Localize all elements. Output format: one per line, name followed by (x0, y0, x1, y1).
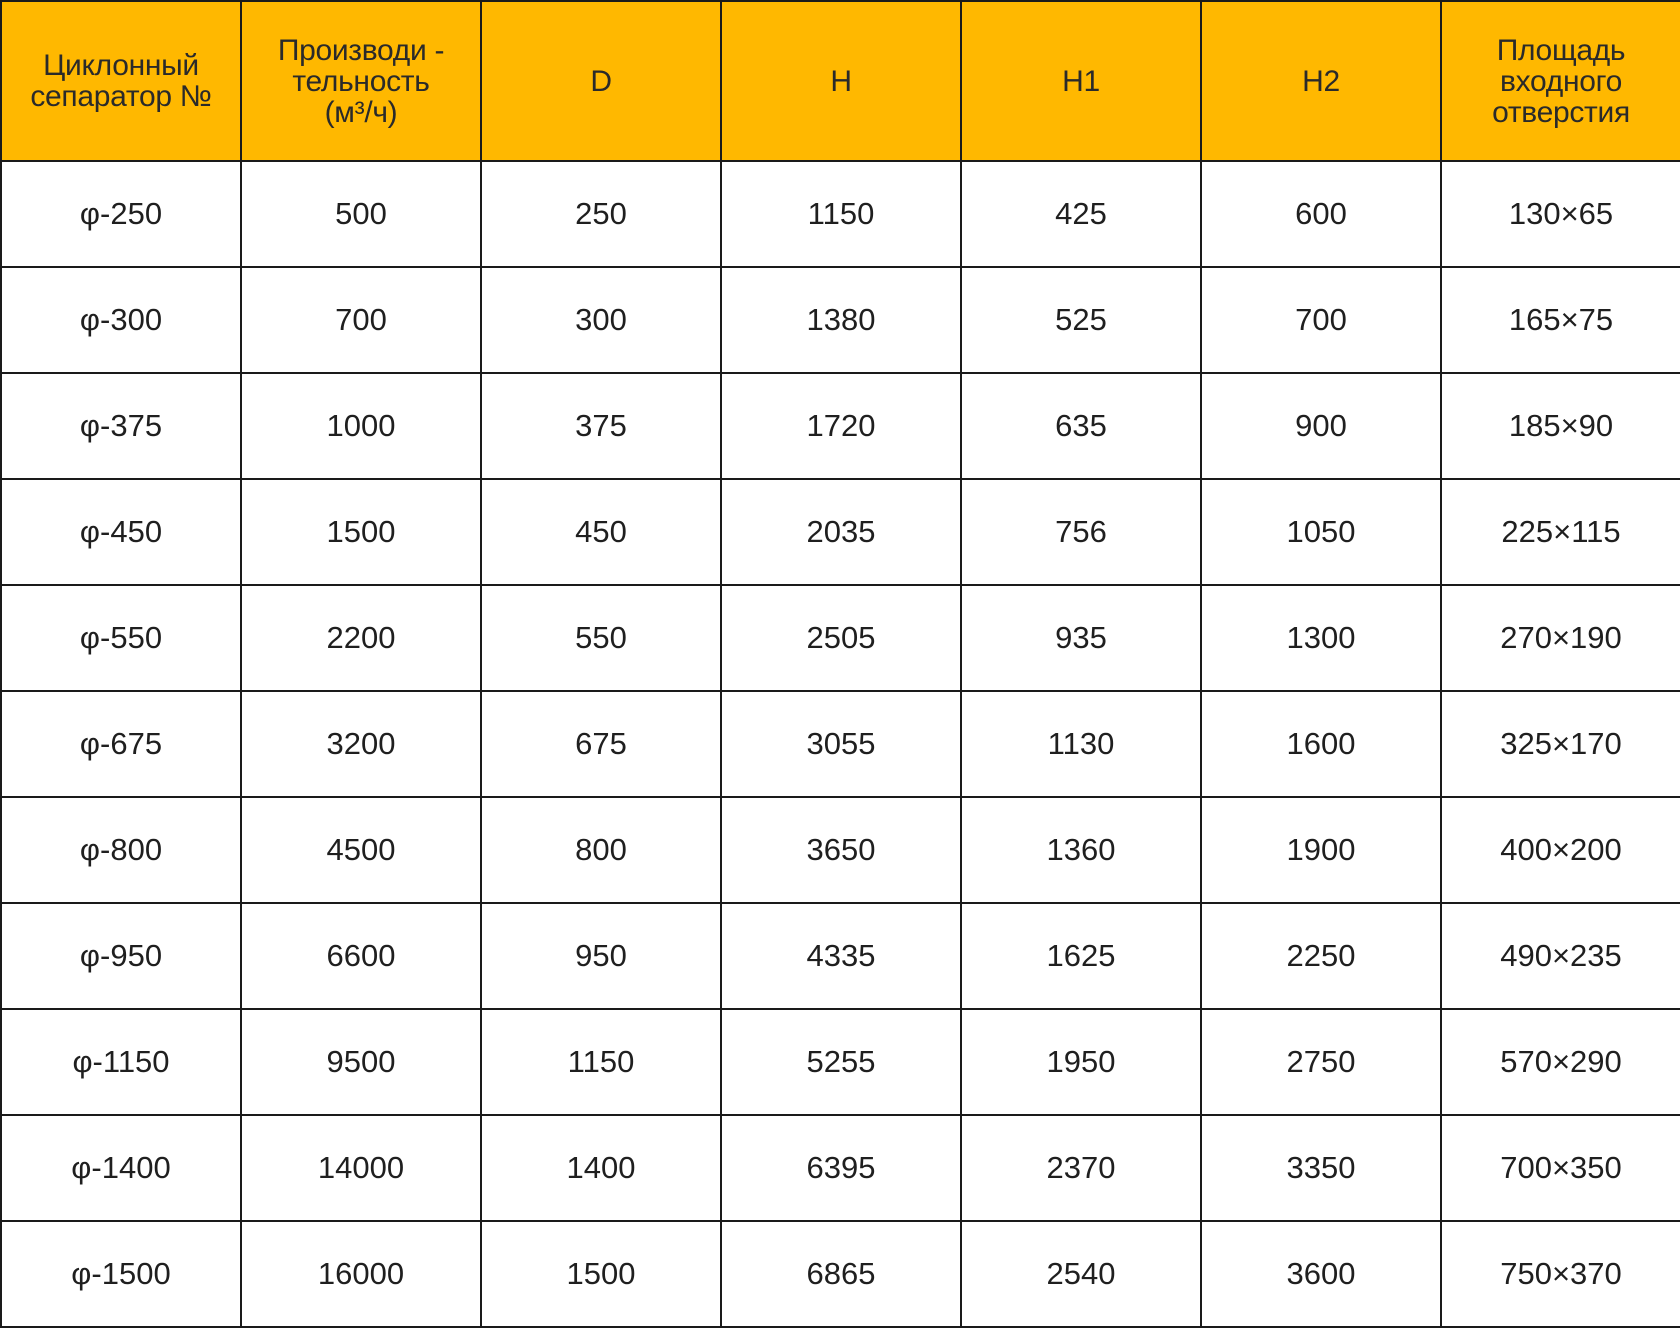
table-cell: 300 (481, 267, 721, 373)
table-cell: 3650 (721, 797, 961, 903)
table-cell: 1300 (1201, 585, 1441, 691)
table-cell: 1360 (961, 797, 1201, 903)
table-cell: 3055 (721, 691, 961, 797)
table-row (1, 1221, 1680, 1327)
table-cell: φ-250 (1, 161, 241, 267)
table-cell: 935 (961, 585, 1201, 691)
table-cell: 325×170 (1441, 691, 1680, 797)
table-cell: 5255 (721, 1009, 961, 1115)
table-cell: 2200 (241, 585, 481, 691)
table-cell: 16000 (241, 1221, 481, 1327)
table-cell: φ-450 (1, 479, 241, 585)
table-cell: 1150 (481, 1009, 721, 1115)
header-cell-separator-number: Циклонный сепаратор № (1, 1, 241, 161)
table-cell: 675 (481, 691, 721, 797)
table-cell: φ-1150 (1, 1009, 241, 1115)
table-cell: 570×290 (1441, 1009, 1680, 1115)
header-row (1, 1, 1680, 161)
table-cell: 756 (961, 479, 1201, 585)
table-cell: 490×235 (1441, 903, 1680, 1009)
table-cell: 635 (961, 373, 1201, 479)
table-cell: 1625 (961, 903, 1201, 1009)
table-cell: 425 (961, 161, 1201, 267)
table-cell: φ-800 (1, 797, 241, 903)
table-row (1, 1115, 1680, 1221)
table-cell: 700×350 (1441, 1115, 1680, 1221)
table-cell: 500 (241, 161, 481, 267)
header-cell-h: H (721, 1, 961, 161)
table-cell: 900 (1201, 373, 1441, 479)
table-row (1, 161, 1680, 267)
table-cell: φ-300 (1, 267, 241, 373)
table-cell: 450 (481, 479, 721, 585)
table-row (1, 1009, 1680, 1115)
header-cell-d: D (481, 1, 721, 161)
table-cell: φ-550 (1, 585, 241, 691)
table-row (1, 797, 1680, 903)
table-cell: 1600 (1201, 691, 1441, 797)
table-cell: φ-1500 (1, 1221, 241, 1327)
table-row (1, 479, 1680, 585)
table-cell: 3350 (1201, 1115, 1441, 1221)
table-cell: 1150 (721, 161, 961, 267)
table-cell: 14000 (241, 1115, 481, 1221)
table-header (1, 1, 1680, 161)
table-cell: 270×190 (1441, 585, 1680, 691)
table-cell: 2035 (721, 479, 961, 585)
table-cell: 185×90 (1441, 373, 1680, 479)
table-cell: 1720 (721, 373, 961, 479)
table-cell: φ-375 (1, 373, 241, 479)
table-cell: 2540 (961, 1221, 1201, 1327)
table-cell: 525 (961, 267, 1201, 373)
table-cell: 1380 (721, 267, 961, 373)
table-row (1, 903, 1680, 1009)
table-cell: 400×200 (1441, 797, 1680, 903)
header-cell-h2: H2 (1201, 1, 1441, 161)
table-cell: 130×65 (1441, 161, 1680, 267)
table-cell: 6600 (241, 903, 481, 1009)
table-cell: 6865 (721, 1221, 961, 1327)
header-cell-inlet-area: Площадь входного отверстия (1441, 1, 1680, 161)
table-cell: 1500 (241, 479, 481, 585)
table-cell: 950 (481, 903, 721, 1009)
table-cell: 2505 (721, 585, 961, 691)
table-cell: 1000 (241, 373, 481, 479)
table-cell: 600 (1201, 161, 1441, 267)
table-cell: φ-950 (1, 903, 241, 1009)
table-cell: 1500 (481, 1221, 721, 1327)
table-cell: 3600 (1201, 1221, 1441, 1327)
table-row (1, 585, 1680, 691)
table-cell: 1950 (961, 1009, 1201, 1115)
table-cell: 1130 (961, 691, 1201, 797)
table-cell: 800 (481, 797, 721, 903)
table-cell: 225×115 (1441, 479, 1680, 585)
table-cell: 1050 (1201, 479, 1441, 585)
table-cell: 700 (241, 267, 481, 373)
table-cell: 375 (481, 373, 721, 479)
table-cell: 250 (481, 161, 721, 267)
table-body (1, 161, 1680, 1327)
table-cell: 1400 (481, 1115, 721, 1221)
table-cell: 2750 (1201, 1009, 1441, 1115)
table-row (1, 373, 1680, 479)
table-cell: 4500 (241, 797, 481, 903)
table-cell: 750×370 (1441, 1221, 1680, 1327)
table-cell: 3200 (241, 691, 481, 797)
table-cell: 6395 (721, 1115, 961, 1221)
table-cell: 2370 (961, 1115, 1201, 1221)
table-row (1, 691, 1680, 797)
table-row (1, 267, 1680, 373)
table-cell: φ-675 (1, 691, 241, 797)
header-cell-h1: H1 (961, 1, 1201, 161)
header-cell-capacity: Производи - тельность (м³/ч) (241, 1, 481, 161)
table-cell: 550 (481, 585, 721, 691)
table-cell: 700 (1201, 267, 1441, 373)
table-cell: φ-1400 (1, 1115, 241, 1221)
table-cell: 1900 (1201, 797, 1441, 903)
table-cell: 4335 (721, 903, 961, 1009)
table-cell: 165×75 (1441, 267, 1680, 373)
table-cell: 9500 (241, 1009, 481, 1115)
table-cell: 2250 (1201, 903, 1441, 1009)
